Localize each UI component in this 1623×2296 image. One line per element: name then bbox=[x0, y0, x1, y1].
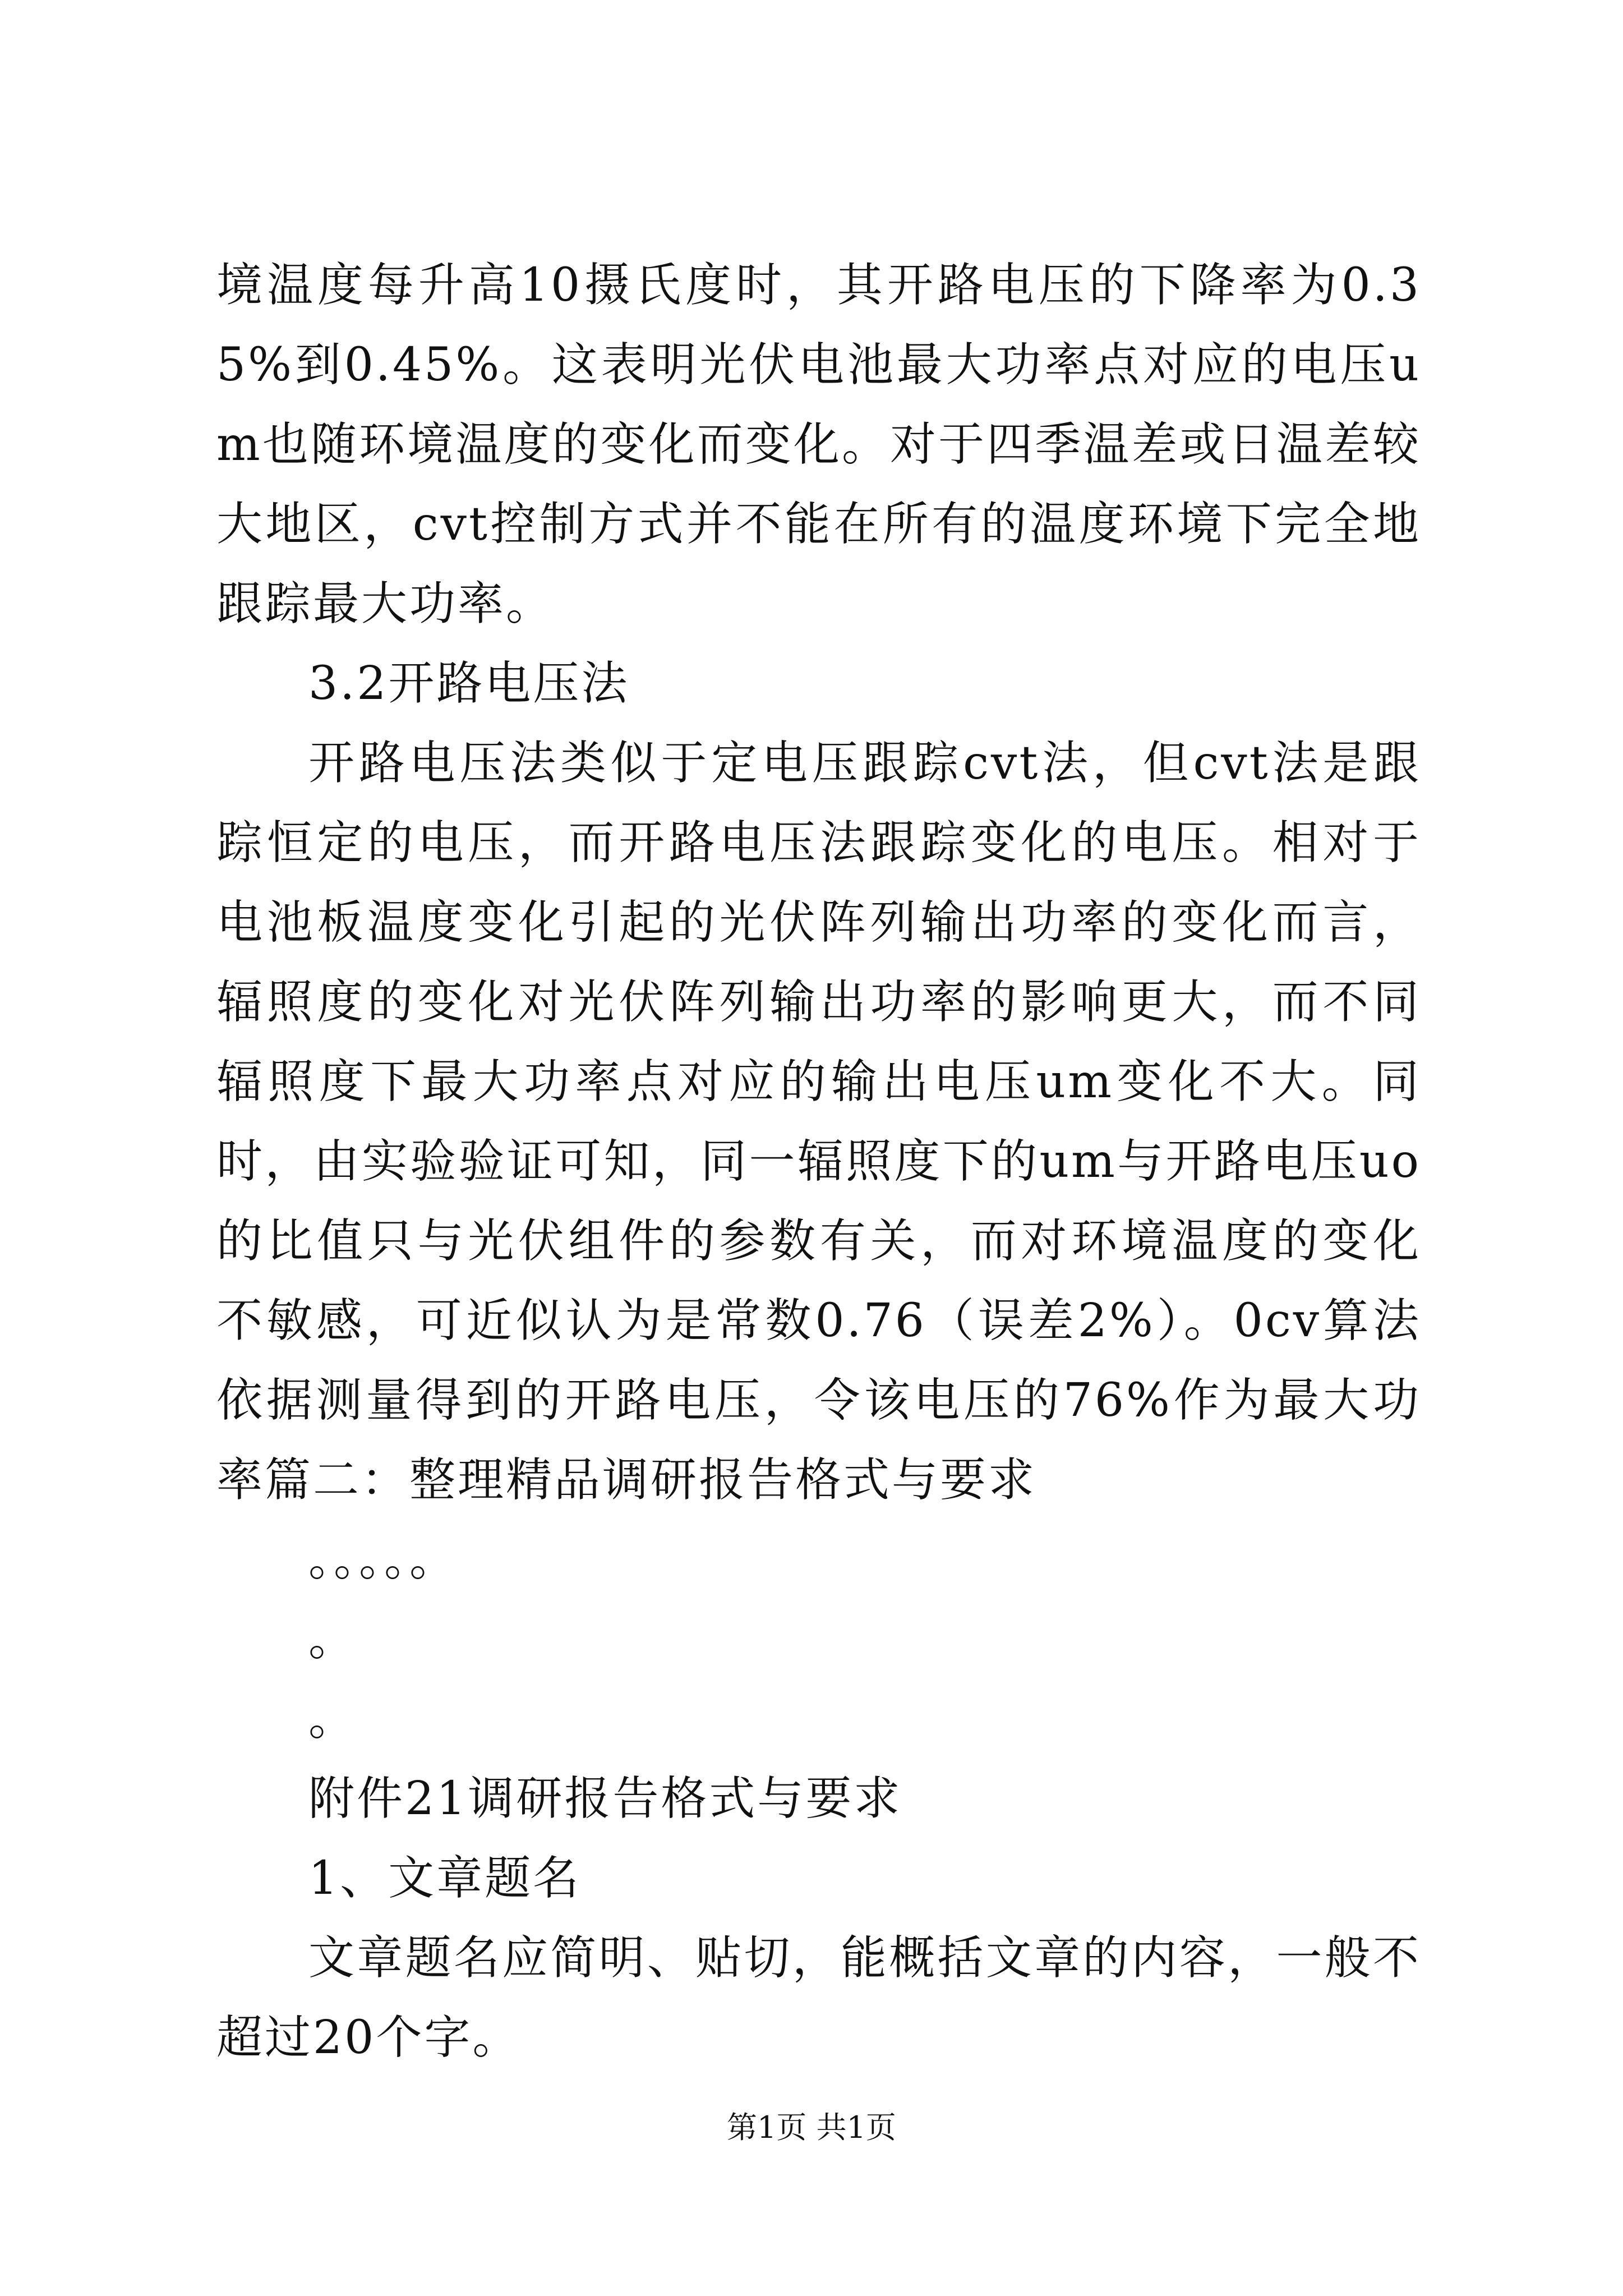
paragraph-article-title-requirement: 文章题名应简明、贴切，能概括文章的内容，一般不超过20个字。 bbox=[216, 1931, 1421, 2064]
paragraph-temperature-effect: 境温度每升高10摄氏度时，其开路电压的下降率为0.35%到0.45%。这表明光伏电池最大功率点对应的电压um也随环境温度的变化而变化。对于四季温差或日温差较大地区，cvt控制方式并不能在所有的温度环境下完全地跟踪最大功率。 bbox=[216, 259, 1421, 631]
section-heading-article-title: 1、文章题名 bbox=[308, 1852, 582, 1905]
attachment-title: 附件21调研报告格式与要求 bbox=[308, 1772, 902, 1825]
ellipsis-line-1: 。。。。。 bbox=[308, 1533, 458, 1586]
section-heading-open-circuit-voltage: 3.2开路电压法 bbox=[308, 657, 630, 710]
ellipsis-line-3: 。 bbox=[308, 1692, 357, 1746]
ellipsis-line-2: 。 bbox=[308, 1613, 357, 1666]
page-number-footer: 第1页 共1页 bbox=[727, 2110, 896, 2145]
paragraph-open-circuit-voltage-method: 开路电压法类似于定电压跟踪cvt法，但cvt法是跟踪恒定的电压，而开路电压法跟踪变化的电压。相对于电池板温度变化引起的光伏阵列输出功率的变化而言，辐照度的变化对光伏阵列输出功率的影响更大，而不同辐照度下最大功率点对应的输出电压um变化不大。同时，由实验验证可知，同一辐照度下的um与开路电压uo的比值只与光伏组件的参数有关，而对环境温度的变化不敏感，可近似认为是常数0.76（误差2%）。0cv算法依据测量得到的开路电压，令该电压的76%作为最大功率篇二：整理精品调研报告格式与要求 bbox=[216, 737, 1421, 1507]
document-body bbox=[216, 246, 1421, 2078]
